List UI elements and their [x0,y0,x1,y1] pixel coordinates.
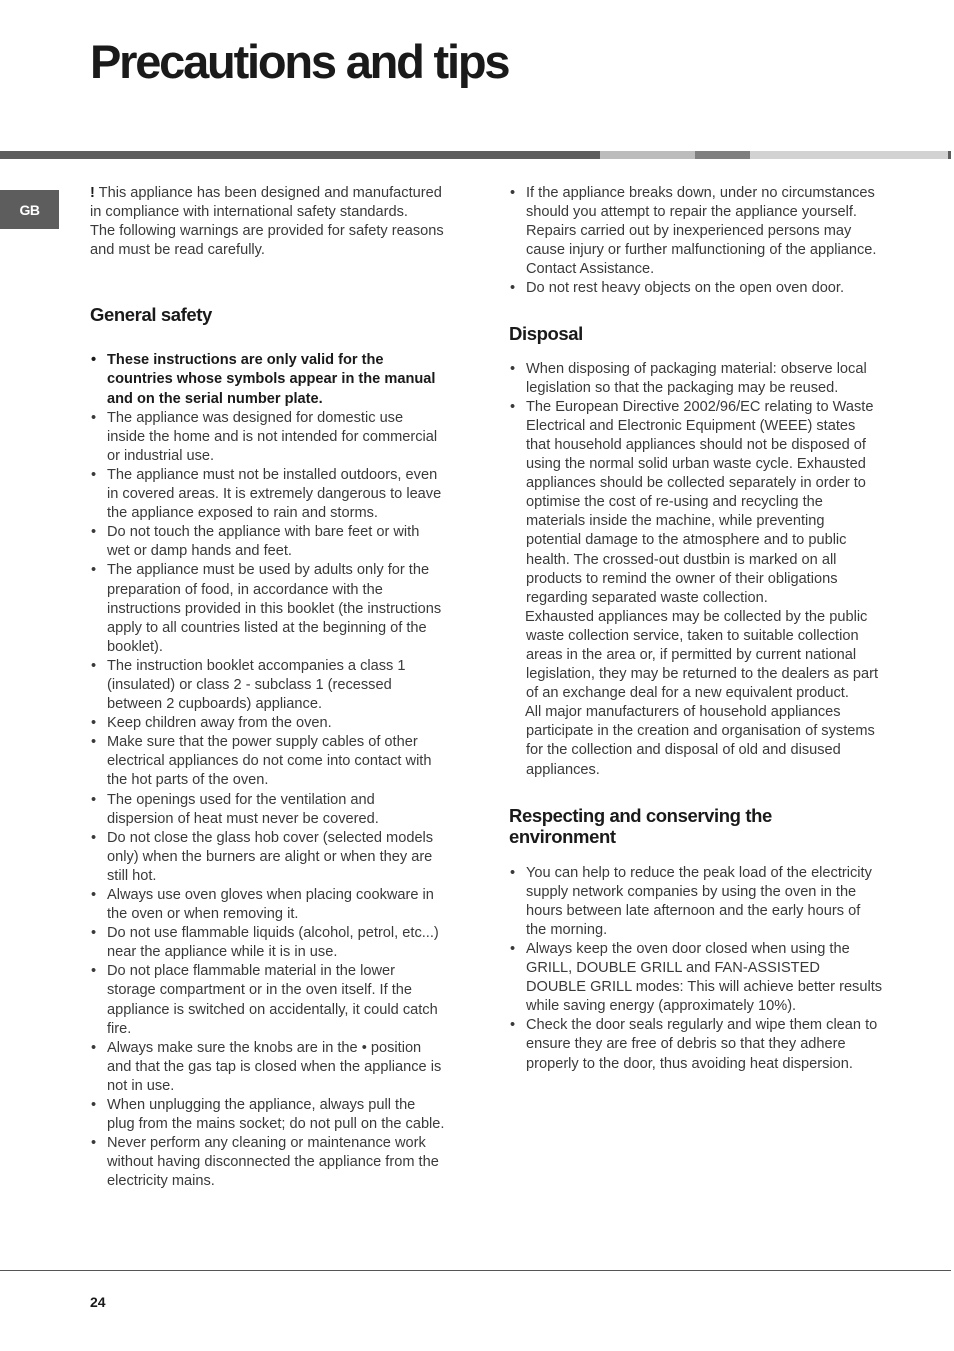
environment-list [509,864,883,1074]
list-item: • The appliance must be used by adults only for the preparation of food, in accordance with the instructions provided in this booklet (the instructions apply to all countries listed at the beginning of the booklet). [90,561,445,656]
intro-text [90,184,445,260]
list-item: • The instruction booklet accompanies a class 1 (insulated) or class 2 - subclass 1 (recessed between 2 cupboards) appliance. [90,657,445,714]
list-item: • You can help to reduce the peak load of the electricity supply network companies by using the oven in the hours between late afternoon and the early hours of the morning. [509,864,883,940]
list-item: • Check the door seals regularly and wipe them clean to ensure they are free of debris so that they adhere properly to the door, thus avoiding heat dispersion. [509,1016,883,1073]
manufacturers-paragraph: All major manufacturers of household appliances participate in the creation and organisation of systems for the collection and disposal of old and disused appliances. [525,704,875,778]
weee-paragraph: • The European Directive 2002/96/EC relating to Waste Electrical and Electronic Equipment (WEEE) states that household appliances should not be disposed of using the normal solid urban waste cycle. Exhausted appliances should be collected separately in order to optimise the cost of re-using and recycling the materials inside the machine, while preventing potential damage to the atmosphere and to public health. The crossed-out dustbin is marked on all products to remind the owner of their obligations regarding separated waste collection. [526,398,874,606]
list-item: • The appliance must not be installed outdoors, even in covered areas. It is extremely dangerous to leave the appliance exposed to rain and storms. [90,466,445,523]
list-item: • When unplugging the appliance, always pull the plug from the mains socket; do not pull on the cable. [90,1096,445,1134]
header-bar-light [600,151,695,159]
disposal-heading: Disposal [509,322,583,344]
environment-heading: Respecting and conserving the environment [509,804,772,847]
list-item: • If the appliance breaks down, under no circumstances should you attempt to repair the appliance yourself. Repairs carried out by inexperienced persons may cause injury or further malfunctioning of the appliance. Contact Assistance. [509,184,883,279]
list-item: • The openings used for the ventilation and dispersion of heat must never be covered. [90,791,445,829]
list-item: • Do not place flammable material in the lower storage compartment or in the oven itself. If the appliance is switched on accidentally, it could catch fire. [90,962,445,1038]
list-item: • The appliance was designed for domestic use inside the home and is not intended for commercial or industrial use. [90,409,445,466]
list-item: • Do not touch the appliance with bare feet or with wet or damp hands and feet. [90,523,445,561]
collection-paragraph: Exhausted appliances may be collected by the public waste collection service, taken to suitable collection areas in the area or, if permitted by current national legislation, they may be returned to the dealers as part of an exchange deal for a new equivalent product. [525,608,879,702]
left-column [90,184,445,1192]
language-tab: GB [0,190,59,229]
header-bar-light-end [750,151,948,159]
warning-mark: ! [90,185,95,201]
list-item: • Always make sure the knobs are in the • position and that the gas tap is closed when the appliance is not in use. [90,1039,445,1096]
list-item: • When disposing of packaging material: observe local legislation so that the packaging may be reused. [509,360,883,398]
header-bar-end-cap [948,151,951,159]
list-item: • Make sure that the power supply cables of other electrical appliances do not come into contact with the hot parts of the oven. [90,733,445,790]
list-item: • Do not close the glass hob cover (selected models only) when the burners are alight or when they are still hot. [90,829,445,886]
header-bar-dark [0,151,600,159]
list-item: • Do not use flammable liquids (alcohol, petrol, etc...) near the appliance while it is in use. [90,924,445,962]
right-column [509,184,883,1074]
list-item: • Never perform any cleaning or maintenance work without having disconnected the appliance from the electricity mains. [90,1134,445,1191]
list-item: • These instructions are only valid for the countries whose symbols appear in the manual and on the serial number plate. [90,351,445,408]
footer-rule [0,1270,951,1271]
intro-line-2: The following warnings are provided for safety reasons and must be read carefully. [90,223,444,259]
list-item: • Always use oven gloves when placing cookware in the oven or when removing it. [90,886,445,924]
repair-list [509,184,883,299]
general-safety-heading: General safety [90,304,212,326]
list-item: • Keep children away from the oven. [90,714,445,733]
page-title: Precautions and tips [90,35,509,88]
header-bar-mid [695,151,750,159]
list-item: • Do not rest heavy objects on the open oven door. [509,279,883,298]
disposal-list [509,360,883,780]
intro-line-1: This appliance has been designed and manufactured in compliance with international safety standards. [90,185,442,221]
page-number: 24 [90,1294,106,1310]
list-item: • Always keep the oven door closed when using the GRILL, DOUBLE GRILL and FAN-ASSISTED DOUBLE GRILL modes: This will achieve better results while saving energy (approximately 10%). [509,940,883,1016]
list-item [509,398,883,780]
general-safety-list [90,351,445,1191]
